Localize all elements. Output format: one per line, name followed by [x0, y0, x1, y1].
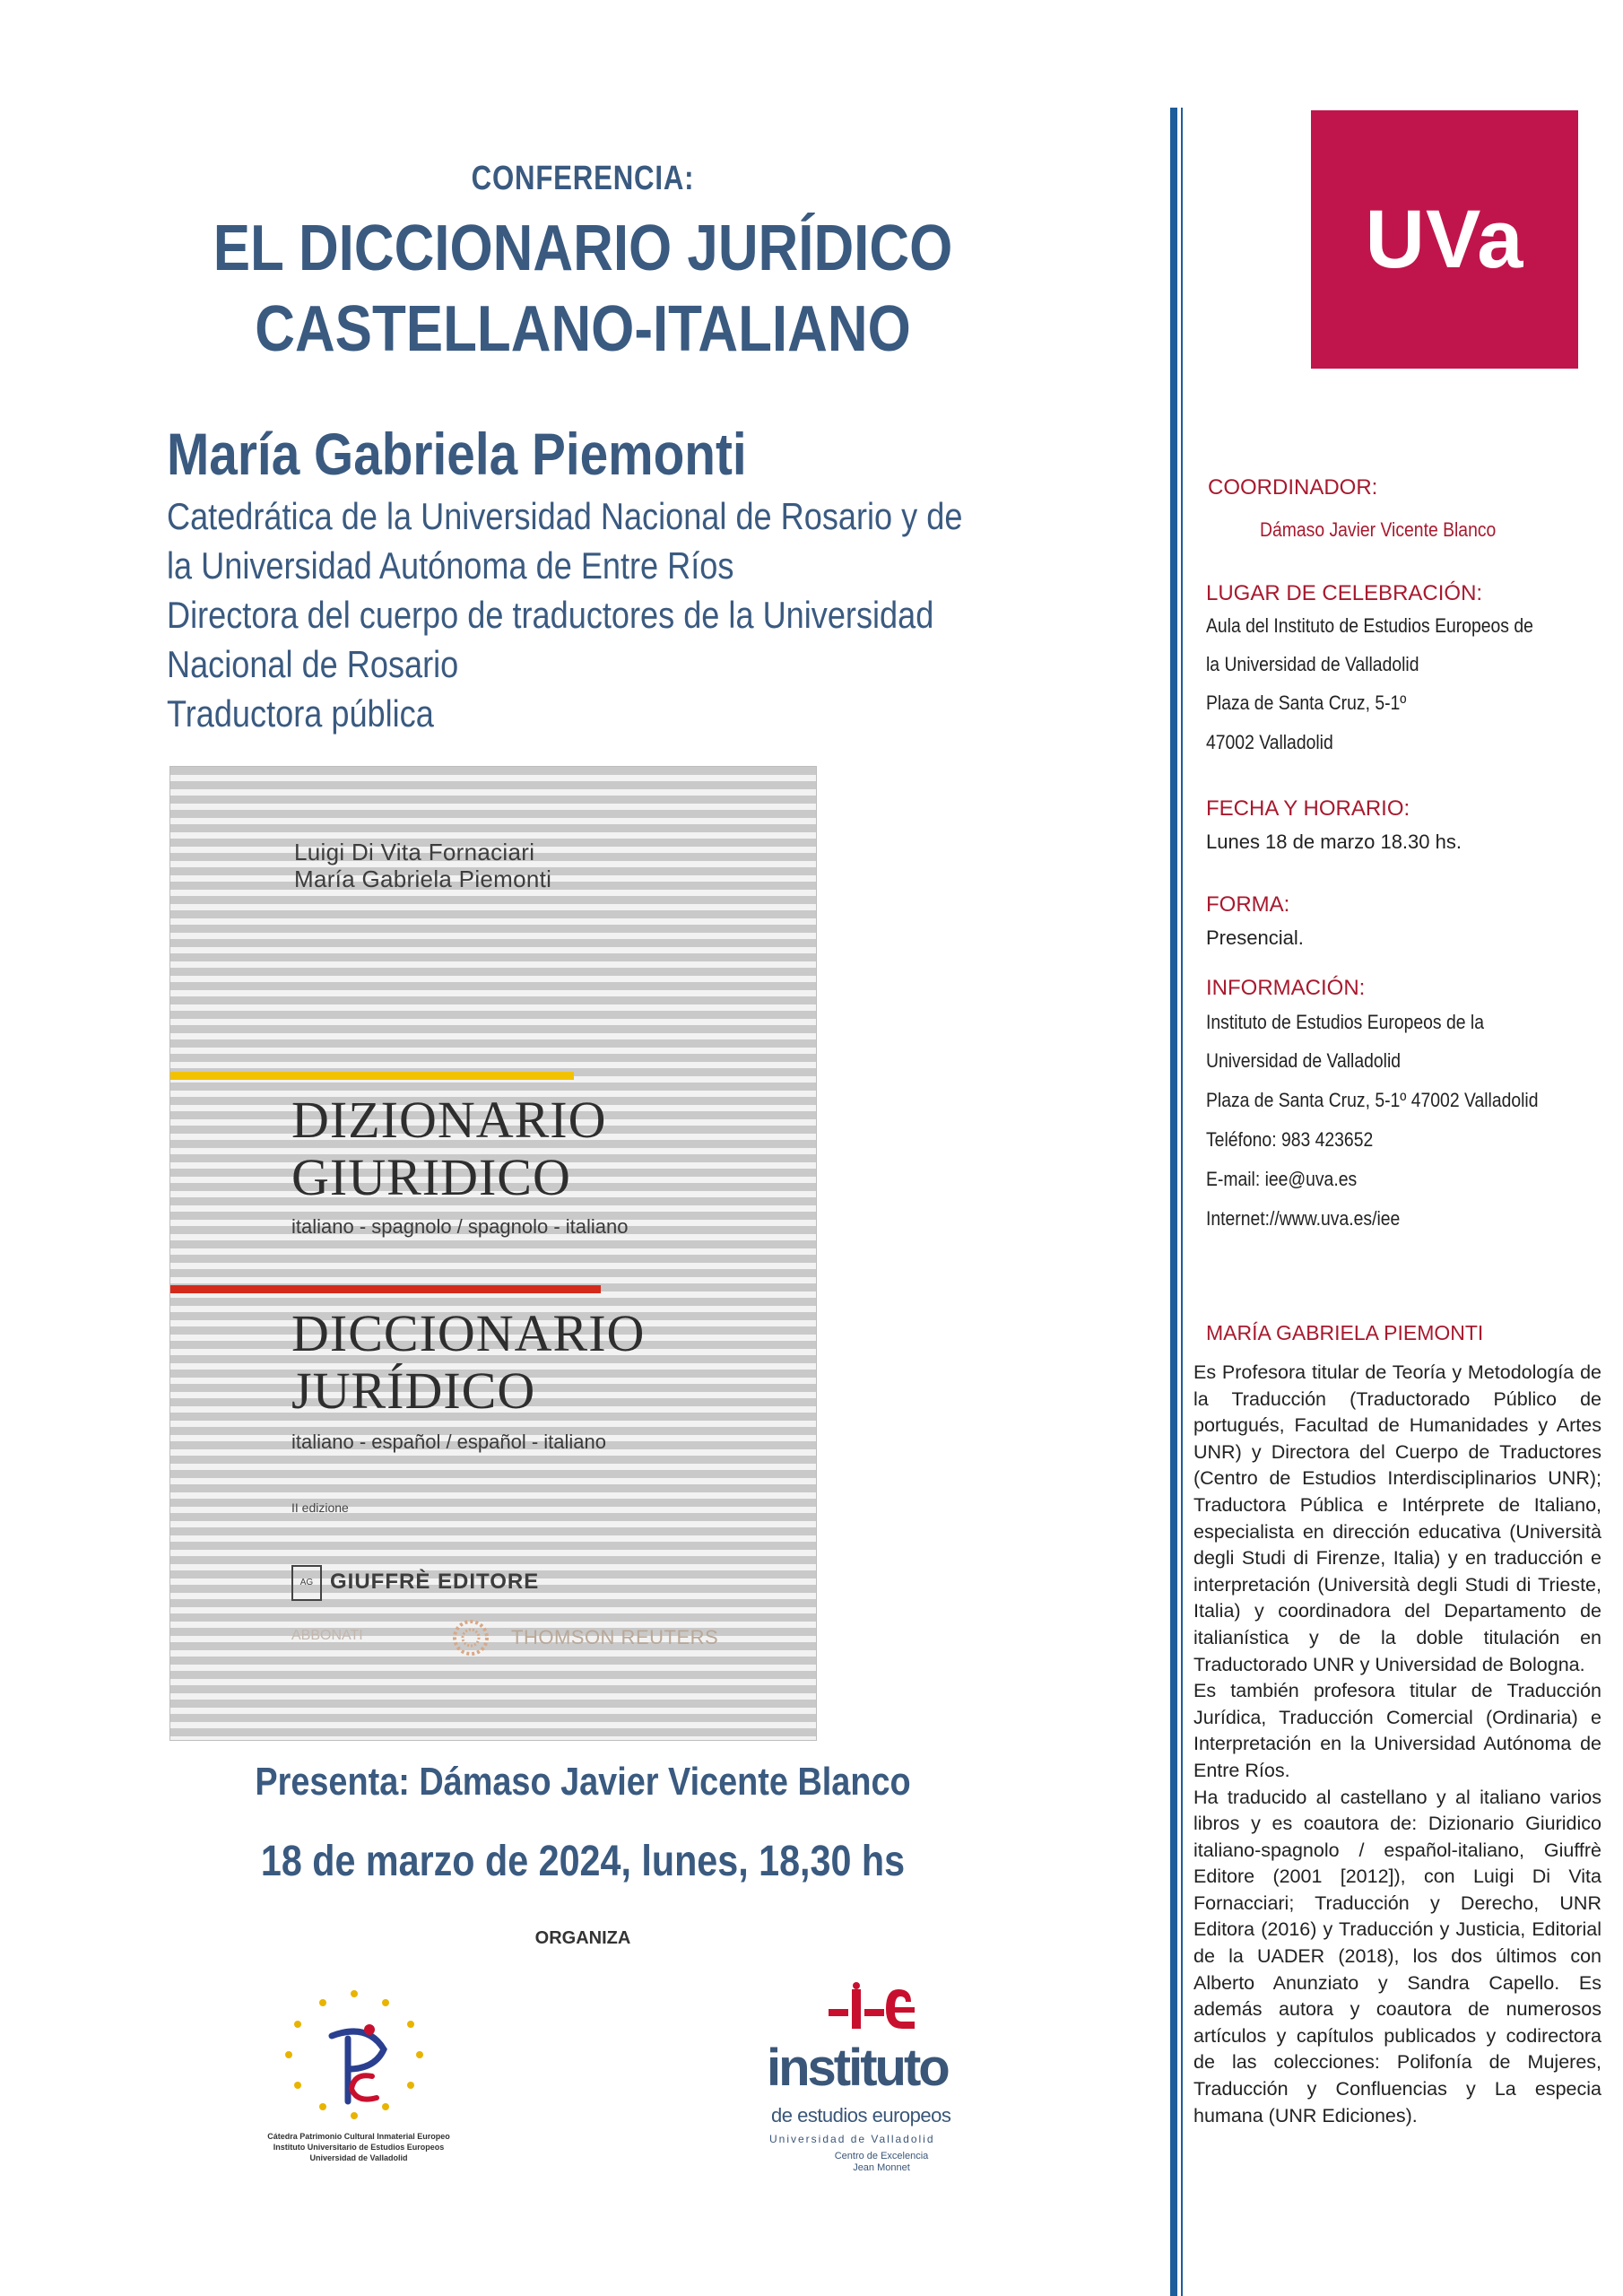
bio-title: MARÍA GABRIELA PIEMONTI [1206, 1321, 1484, 1344]
book-author-2: María Gabriela Piemonti [294, 865, 552, 892]
catedra-text [206, 2131, 511, 2163]
book-title-it-2: GIURIDICO [291, 1148, 571, 1206]
book-subtitle-it: italiano - spagnolo / spagnolo - italiano [291, 1215, 629, 1238]
catedra-line: Instituto Universitario de Estudios Europeos [273, 2143, 445, 2152]
coordinador-label: COORDINADOR: [1208, 475, 1378, 500]
book-publisher-2: THOMSON REUTERS [511, 1626, 719, 1648]
instituto-subtitle: de estudios europeos [771, 2104, 951, 2126]
lugar-line: Plaza de Santa Cruz, 5-1º [1206, 691, 1407, 714]
lugar-label: LUGAR DE CELEBRACIÓN: [1206, 581, 1483, 605]
uva-logo-text: UVa [1365, 194, 1524, 285]
book-series: ABBONATI [291, 1628, 363, 1643]
book-subtitle-es: italiano - español / español - italiano [291, 1431, 607, 1453]
lugar-line: la Universidad de Valladolid [1206, 653, 1419, 675]
organiza-label: ORGANIZA [534, 1928, 631, 1948]
speaker-name: María Gabriela Piemonti [167, 421, 747, 487]
info-line: Universidad de Valladolid [1206, 1049, 1402, 1072]
catedra-logo-icon [269, 1987, 439, 2126]
title-line-1: EL DICCIONARIO JURÍDICO [213, 213, 953, 284]
bio-paragraph: Es también profesora titular de Traducción Jurídica, Traducción Comercial (Ordinaria) e Interpretación en la Universidad Autónoma de Entre Ríos. [1193, 1680, 1601, 1781]
info-web: Internet://www.uva.es/iee [1206, 1207, 1401, 1230]
catedra-line: Universidad de Valladolid [309, 2153, 408, 2162]
speaker-role-line: Catedrática de la Universidad Nacional de Rosario y de [167, 495, 963, 537]
book-edition: II edizione [291, 1500, 349, 1515]
publisher-mark: AG [291, 1565, 322, 1601]
iee-logo-icon [825, 1982, 924, 2036]
centro-line-2: Jean Monnet [853, 2162, 910, 2173]
book-publisher: GIUFFRÈ EDITORE [330, 1570, 540, 1594]
speaker-role-line: la Universidad Autónoma de Entre Ríos [167, 544, 734, 587]
book-title-it [291, 1091, 607, 1206]
book-title-es-2: JURÍDICO [291, 1361, 536, 1420]
book-title-it-1: DIZIONARIO [291, 1091, 607, 1149]
book-title-es [291, 1305, 645, 1420]
thomson-reuters-logo-icon [439, 1619, 502, 1657]
instituto-word: instituto [767, 2039, 948, 2097]
book-author-1: Luigi Di Vita Fornaciari [294, 839, 535, 865]
bio-paragraph: Ha traducido al castellano y al italiano varios libros y es coautora de: Dizionario Giuridico italiano-spagnolo / español-italiano, Giuffrè Editore (2001 [2012]), con Luigi Di Vita Fornacciari; Traducción y Derecho, UNR Editora (2016) y Traducción y Justicia, Editorial de la UADER (2018), los dos últimos con Alberto Anunziato y Sandra Capello. Es además autora y coautora de numerosos artículos y capítulos publicados y codirectora de las colecciones: Polifonía de Mujeres, Traducción y Confluencias y La especia humana (UNR Ediciones). [1193, 1786, 1601, 2126]
info-line: Plaza de Santa Cruz, 5-1º 47002 Valladolid [1206, 1089, 1539, 1111]
book-yellow-bar [170, 1072, 574, 1080]
book-red-bar [170, 1285, 601, 1293]
info-line: Instituto de Estudios Europeos de la [1206, 1011, 1484, 1033]
column-divider-thin [1181, 108, 1183, 2296]
lugar-line: Aula del Instituto de Estudios Europeos de [1206, 614, 1533, 637]
book-title-es-1: DICCIONARIO [291, 1304, 646, 1362]
forma-label: FORMA: [1206, 892, 1290, 917]
presenter: Presenta: Dámaso Javier Vicente Blanco [255, 1760, 911, 1804]
speaker-role-line: Nacional de Rosario [167, 643, 459, 685]
info-email: E-mail: iee@uva.es [1206, 1168, 1358, 1190]
event-date: 18 de marzo de 2024, lunes, 18,30 hs [260, 1838, 906, 1885]
speaker-role-line: Directora del cuerpo de traductores de la Universidad [167, 594, 934, 636]
speaker-roles [167, 491, 976, 738]
title-line-2: CASTELLANO-ITALIANO [255, 293, 911, 365]
forma-value: Presencial. [1206, 926, 1304, 949]
uva-logo [1311, 110, 1578, 369]
book-cover [170, 767, 816, 1740]
lugar-line: 47002 Valladolid [1206, 731, 1333, 753]
coordinador-name: Dámaso Javier Vicente Blanco [1260, 518, 1497, 541]
info-phone: Teléfono: 983 423652 [1206, 1128, 1374, 1151]
info-label: INFORMACIÓN: [1206, 976, 1366, 1000]
conference-title [197, 208, 968, 370]
speaker-role-line: Traductora pública [167, 692, 434, 735]
fecha-label: FECHA Y HORARIO: [1206, 796, 1410, 821]
bio-paragraph: Es Profesora titular de Teoría y Metodología de la Traducción (Traductorado Público de portugués, Facultad de Humanidades y Artes UNR) y Directora del Cuerpo de Traductores (Centro de Estudios Interdisciplinarios UNR); Traductora Pública e Intérprete de Italiano, especialista en dirección educativa (Università degli Studi di Firenze, Italia) y en traducción e interpretación (Università degli Studi di Trieste, Italia) y coordinadora del Departamento de italianística y de la doble titulación en Traductorado UNR y Universidad de Bologna. [1193, 1361, 1601, 1675]
instituto-centro [769, 2151, 994, 2174]
catedra-line: Cátedra Patrimonio Cultural Inmaterial Europeo [267, 2132, 450, 2141]
instituto-university: Universidad de Valladolid [769, 2133, 935, 2145]
centro-line-1: Centro de Excelencia [834, 2151, 929, 2161]
conference-label: CONFERENCIA: [471, 160, 695, 197]
bio-text [1193, 1360, 1601, 2129]
fecha-value: Lunes 18 de marzo 18.30 hs. [1206, 831, 1462, 853]
column-divider-thick [1170, 108, 1177, 2296]
